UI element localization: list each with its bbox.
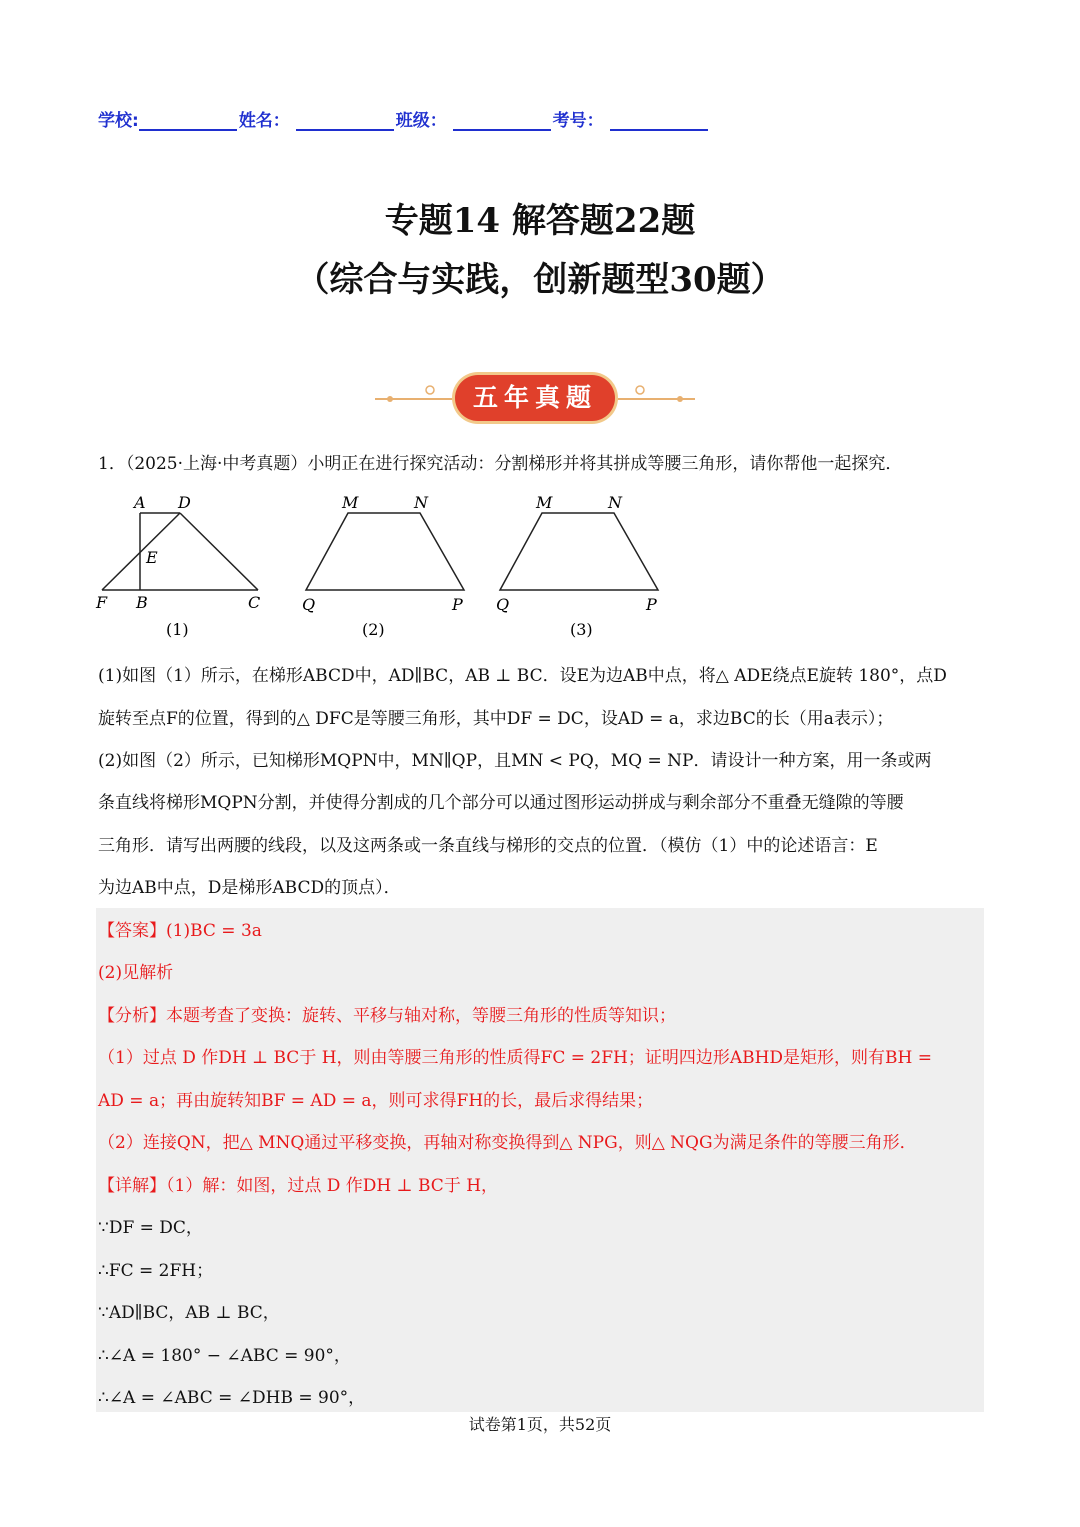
- detail-line-4: ∵AD∥BC，AB ⊥ BC，: [98, 1303, 280, 1323]
- detail-line-5: ∴∠A = 180° − ∠ABC = 90°，: [98, 1346, 351, 1366]
- fig2-label-n: N: [414, 493, 428, 512]
- part1-line2: 旋转至点F的位置，得到的△ DFC是等腰三角形，其中DF = DC，设AD = a，求边BC的长（用a表示）；: [98, 709, 894, 729]
- fig1-label-f: F: [96, 593, 108, 612]
- exam-no-label: 考号：: [552, 111, 604, 131]
- figure-3: [490, 490, 670, 645]
- fig2-label-p: P: [452, 595, 463, 614]
- detail-line-6: ∴∠A = ∠ABC = ∠DHB = 90°，: [98, 1388, 366, 1408]
- fig1-label-e: E: [146, 548, 158, 567]
- answer-line-1: 【答案】(1)BC = 3a: [98, 921, 262, 941]
- analysis-line-4: （2）连接QN，把△ MNQ通过平移变换，再轴对称变换得到△ NPG，则△ NQG为满足条件的等腰三角形．: [98, 1133, 917, 1153]
- fig1-label-c: C: [248, 593, 261, 612]
- question-intro: 1．（2025·上海·中考真题）小明正在进行探究活动：分割梯形并将其拼成等腰三角形，请你帮他一起探究．: [98, 454, 903, 474]
- fig3-caption: (3): [570, 620, 593, 639]
- page-footer: 试卷第1页，共52页: [468, 1415, 612, 1434]
- fig1-caption: (1): [166, 620, 189, 639]
- exam-no-blank[interactable]: [610, 111, 708, 131]
- detail-line-2: ∵DF = DC，: [98, 1218, 203, 1238]
- figure-2: [296, 490, 476, 645]
- class-label: 班级：: [395, 111, 447, 131]
- fig3-label-q: Q: [496, 595, 510, 614]
- page-subtitle: （综合与实践，创新题型30题）: [295, 260, 785, 300]
- detail-line-1: 【详解】（1）解：如图，过点 D 作DH ⊥ BC于 H，: [98, 1176, 499, 1196]
- part2-line3: 三角形．请写出两腰的线段，以及这两条或一条直线与梯形的交点的位置．（模仿（1）中的论述语言：E: [98, 836, 878, 856]
- name-label: 姓名：: [238, 111, 290, 131]
- part2-line4: 为边AB中点，D是梯形ABCD的顶点）．: [98, 878, 401, 898]
- watermark: ⁠: [191, 534, 249, 576]
- fig3-label-n: N: [608, 493, 622, 512]
- analysis-line-2: （1）过点 D 作DH ⊥ BC于 H，则由等腰三角形的性质得FC = 2FH；证明四边形ABHD是矩形，则有BH =: [98, 1048, 933, 1068]
- fig1-segment-df: [102, 513, 180, 590]
- banner-five-year-exams: 五年真题: [455, 375, 615, 421]
- fig1-label-a: A: [134, 493, 146, 512]
- fig3-trapezoid: [500, 513, 658, 590]
- analysis-line-3: AD = a；再由旋转知BF = AD = a，则可求得FH的长，最后求得结果；: [98, 1091, 654, 1111]
- page-title: 专题14 解答题22题: [384, 201, 696, 241]
- fig1-label-d: D: [178, 493, 191, 512]
- fig3-label-p: P: [646, 595, 657, 614]
- answer-line-2: (2)见解析: [98, 963, 174, 983]
- part2-line1: (2)如图（2）所示，已知梯形MQPN中，MN∥QP，且MN < PQ，MQ = NP．请设计一种方案，用一条或两: [98, 751, 932, 771]
- header-fields: [98, 106, 710, 131]
- school-blank[interactable]: [139, 111, 237, 131]
- part2-line2: 条直线将梯形MQPN分割，并使得分割成的几个部分可以通过图形运动拼成与剩余部分不重叠无缝隙的等腰: [98, 793, 904, 813]
- fig2-trapezoid: [306, 513, 464, 590]
- fig2-label-m: M: [342, 493, 359, 512]
- fig1-segment-dc: [180, 513, 258, 590]
- fig2-label-q: Q: [302, 595, 316, 614]
- fig1-label-b: B: [136, 593, 148, 612]
- detail-line-3: ∴FC = 2FH；: [98, 1261, 214, 1281]
- class-blank[interactable]: [453, 111, 551, 131]
- fig3-label-m: M: [536, 493, 553, 512]
- school-label: 学校:: [98, 111, 139, 131]
- name-blank[interactable]: [296, 111, 394, 131]
- analysis-line-1: 【分析】本题考查了变换：旋转、平移与轴对称，等腰三角形的性质等知识；: [98, 1006, 676, 1026]
- figure-1: [92, 490, 272, 645]
- fig2-caption: (2): [362, 620, 385, 639]
- part1-line1: (1)如图（1）所示，在梯形ABCD中，AD∥BC，AB ⊥ BC．设E为边AB中点，将△ ADE绕点E旋转 180°，点D: [98, 666, 947, 686]
